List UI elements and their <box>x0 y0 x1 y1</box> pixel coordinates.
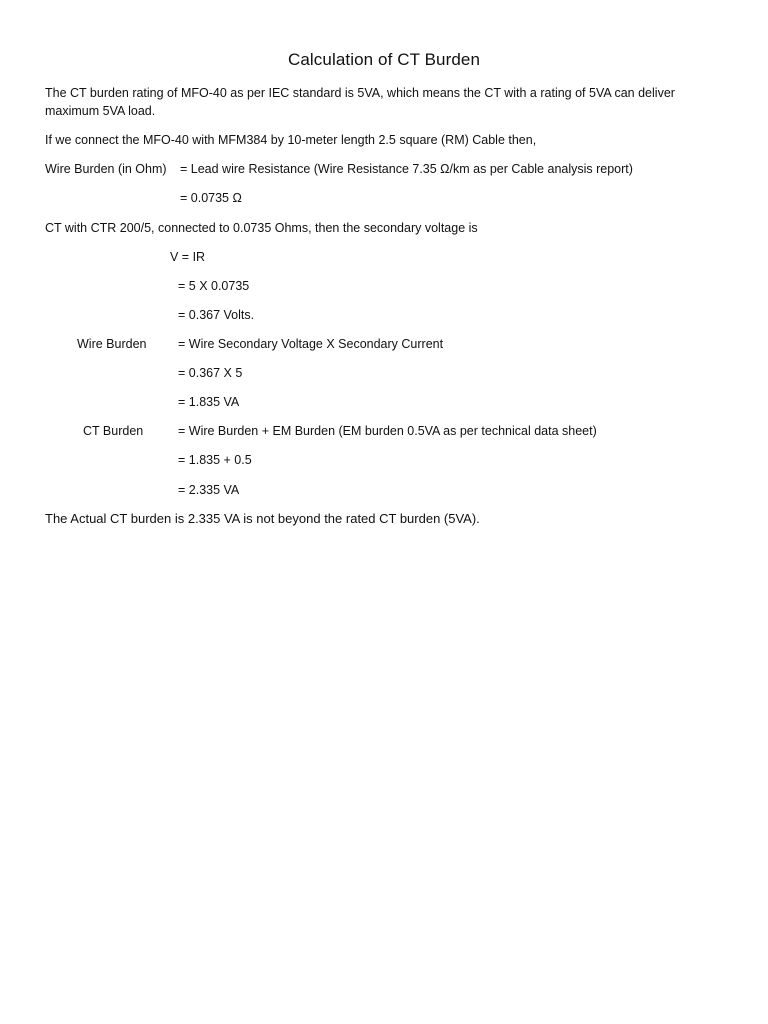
wire-burden-step-2: = 1.835 VA <box>178 395 240 409</box>
voltage-step-2: = 0.367 Volts. <box>178 308 255 322</box>
ct-burden-label: CT Burden <box>83 424 144 438</box>
ct-burden-step-1: = 1.835 + 0.5 <box>178 453 252 467</box>
voltage-step-1: = 5 X 0.0735 <box>178 279 250 293</box>
ct-burden-formula: = Wire Burden + EM Burden (EM burden 0.5VA as per technical data sheet) <box>178 424 597 438</box>
wire-burden-label: Wire Burden <box>77 337 147 351</box>
conclusion-paragraph: The Actual CT burden is 2.335 VA is not beyond the rated CT burden (5VA). <box>45 511 480 526</box>
voltage-formula: V = IR <box>170 250 206 264</box>
wire-burden-ohm-label: Wire Burden (in Ohm) <box>45 162 167 176</box>
wire-burden-step-1: = 0.367 X 5 <box>178 366 243 380</box>
intro-paragraph: The CT burden rating of MFO-40 as per IEC standard is 5VA, which means the CT with a rating of 5VA can deliver maximum 5VA load. <box>45 86 675 118</box>
secondary-voltage-intro: CT with CTR 200/5, connected to 0.0735 Ohms, then the secondary voltage is <box>45 221 478 235</box>
wire-burden-ohm-formula: = Lead wire Resistance (Wire Resistance 7.35 Ω/km as per Cable analysis report) <box>180 162 633 176</box>
wire-burden-formula: = Wire Secondary Voltage X Secondary Current <box>178 337 444 351</box>
connection-paragraph: If we connect the MFO-40 with MFM384 by 10-meter length 2.5 square (RM) Cable then, <box>45 133 537 147</box>
wire-burden-ohm-result: = 0.0735 Ω <box>180 191 242 205</box>
document-title: Calculation of CT Burden <box>287 50 481 69</box>
ct-burden-step-2: = 2.335 VA <box>178 483 240 497</box>
